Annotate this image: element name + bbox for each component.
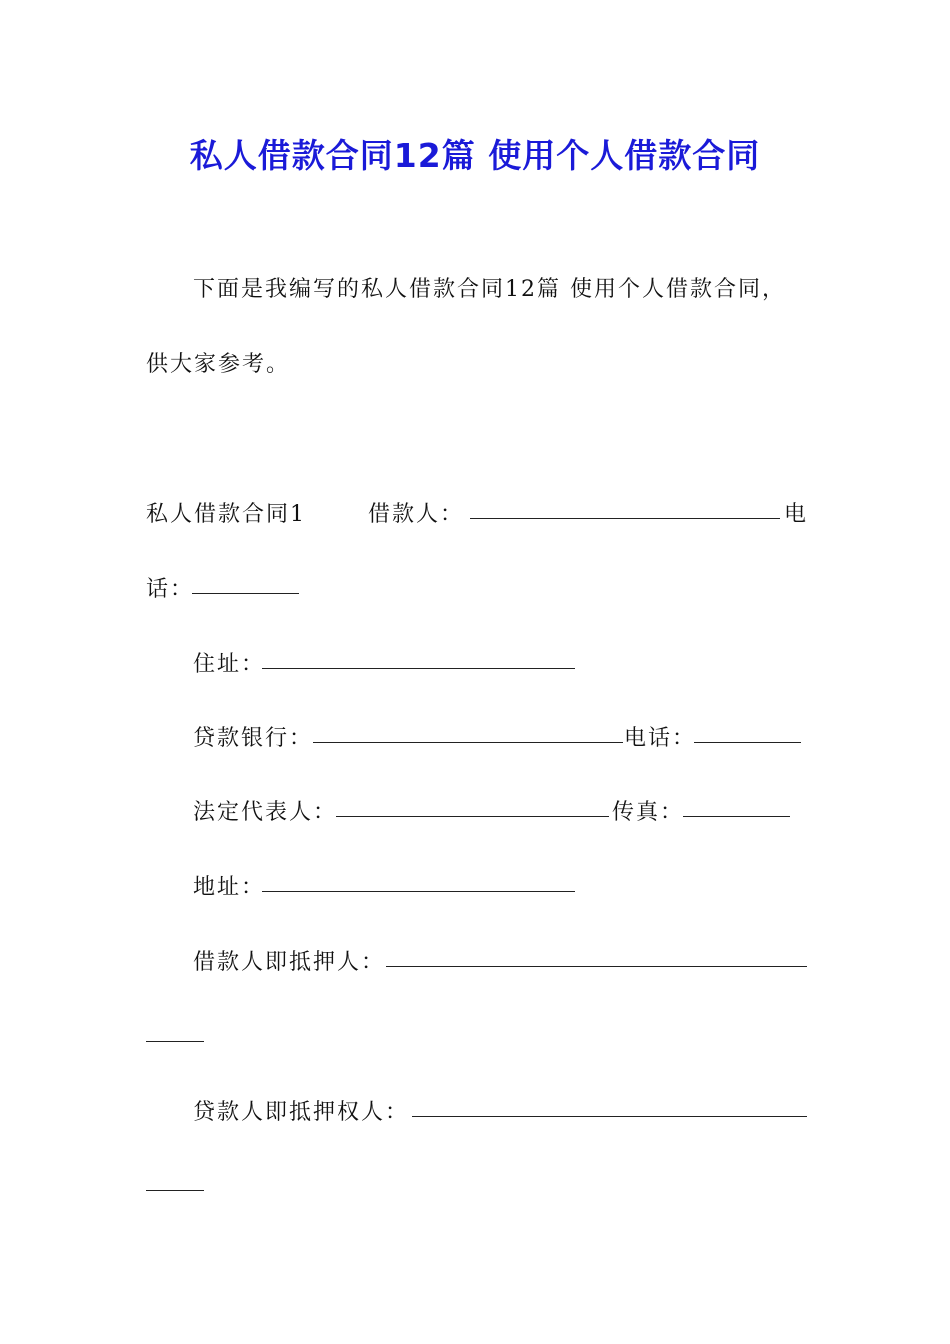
mortgagor-blank [386,946,807,967]
mortgagor-label: 借款人即抵押人： [193,950,386,975]
bank-phone-blank [694,722,801,743]
intro-line-2: 供大家参考。 [146,352,291,377]
mortgagee-blank [412,1096,807,1117]
address-blank [262,648,575,669]
address-label: 住址： [193,652,266,677]
fax-label: 传真： [612,800,685,825]
fax-blank [683,796,790,817]
intro-line-1: 下面是我编写的私人借款合同12篇 使用个人借款合同， [193,277,786,302]
section-label: 私人借款合同1 [146,502,306,527]
bank-phone-label: 电话： [624,726,697,751]
mortgagee-blank-cont [146,1170,204,1191]
bank-address-blank [262,871,575,892]
phone-blank [192,573,299,594]
lender-bank-label: 贷款银行： [193,726,314,751]
phone-label-cont: 话： [146,577,195,602]
legal-rep-label: 法定代表人： [193,800,338,825]
lender-bank-blank [313,722,623,743]
bank-address-label: 地址： [193,875,266,900]
mortgagor-blank-cont [146,1021,204,1042]
borrower-blank [470,498,780,519]
mortgagee-label: 贷款人即抵押权人： [193,1100,410,1125]
phone-label-end: 电 [784,502,809,527]
legal-rep-blank [336,796,609,817]
document-title: 私人借款合同12篇 使用个人借款合同 [189,136,761,175]
borrower-label: 借款人： [368,502,465,527]
